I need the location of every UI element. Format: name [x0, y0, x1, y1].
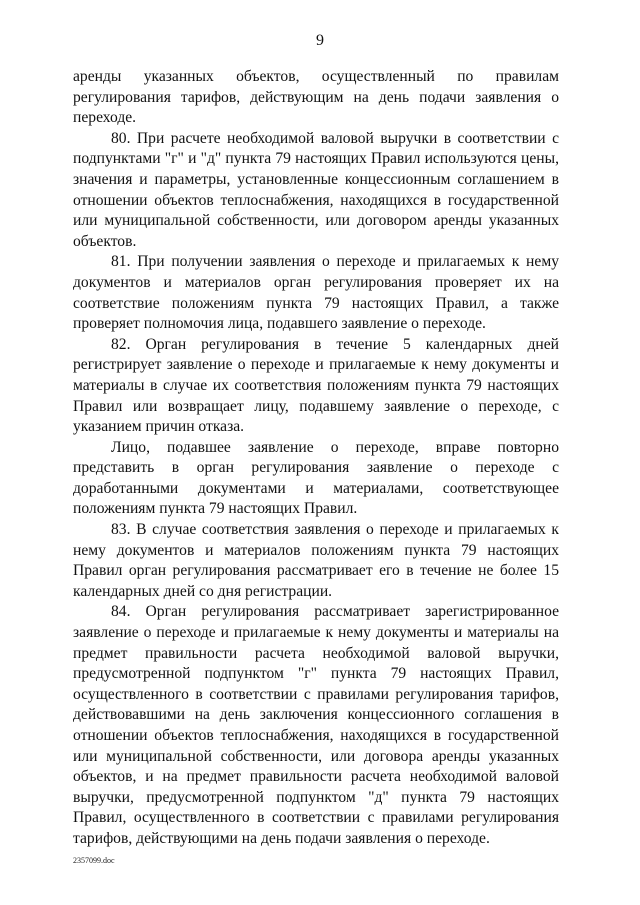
document-filename: 2357099.doc [73, 856, 115, 865]
document-body [73, 67, 559, 850]
page-number: 9 [316, 32, 324, 49]
paragraph-81: 81. При получении заявления о переходе и прилагаемых к нему документов и материалов орган регулирования проверяет их на соответствие положениям пункта 79 настоящих Правил, а также проверяет полномочия лица, подавшего заявление о переходе. [73, 253, 559, 333]
paragraph-84: 84. Орган регулирования рассматривает зарегистрированное заявление о переходе и прилагаемые к нему документы и материалы на предмет правильности расчета необходимой валовой выручки, предусмотренной подпунктом "г" пункта 79 настоящих Правил, осуществленного в соответствии с правилами регулирования тарифов, действовавшими на день заключения концессионного соглашения в отношении объектов теплоснабжения, находящихся в государственной или муниципальной собственности, или договора аренды указанных объектов, и на предмет правильности расчета необходимой валовой выручки, предусмотренной подпунктом "д" пункта 79 настоящих Правил, осуществленного в соответствии с правилами регулирования тарифов, действующими на день подачи заявления о переходе. [73, 603, 559, 847]
paragraph-80: 80. При расчете необходимой валовой выручки в соответствии с подпунктами "г" и "д" пункта 79 настоящих Правил используются цены, значения и параметры, установленные концессионным соглашением в отношении объектов теплоснабжения, находящихся в государственной или муниципальной собственности, или договором аренды указанных объектов. [73, 129, 559, 250]
paragraph-82-resubmission: Лицо, подавшее заявление о переходе, вправе повторно представить в орган регулирования заявление о переходе с доработанными документами и материалами, соответствующее положениям пункта 79 настоящих Правил. [73, 438, 559, 518]
paragraph-83: 83. В случае соответствия заявления о переходе и прилагаемых к нему документов и материалов положениям пункта 79 настоящих Правил орган регулирования рассматривает его в течение не более 15 календарных дней со дня регистрации. [73, 521, 559, 600]
paragraph-continuation: аренды указанных объектов, осуществленный по правилам регулирования тарифов, действующим на день подачи заявления о переходе. [73, 68, 559, 127]
paragraph-82: 82. Орган регулирования в течение 5 календарных дней регистрирует заявление о переходе и прилагаемые к нему документы и материалы в случае их соответствия положениям пункта 79 настоящих Правил или возвращает лицу, подавшему заявление о переходе, с указанием причин отказа. [73, 335, 559, 436]
